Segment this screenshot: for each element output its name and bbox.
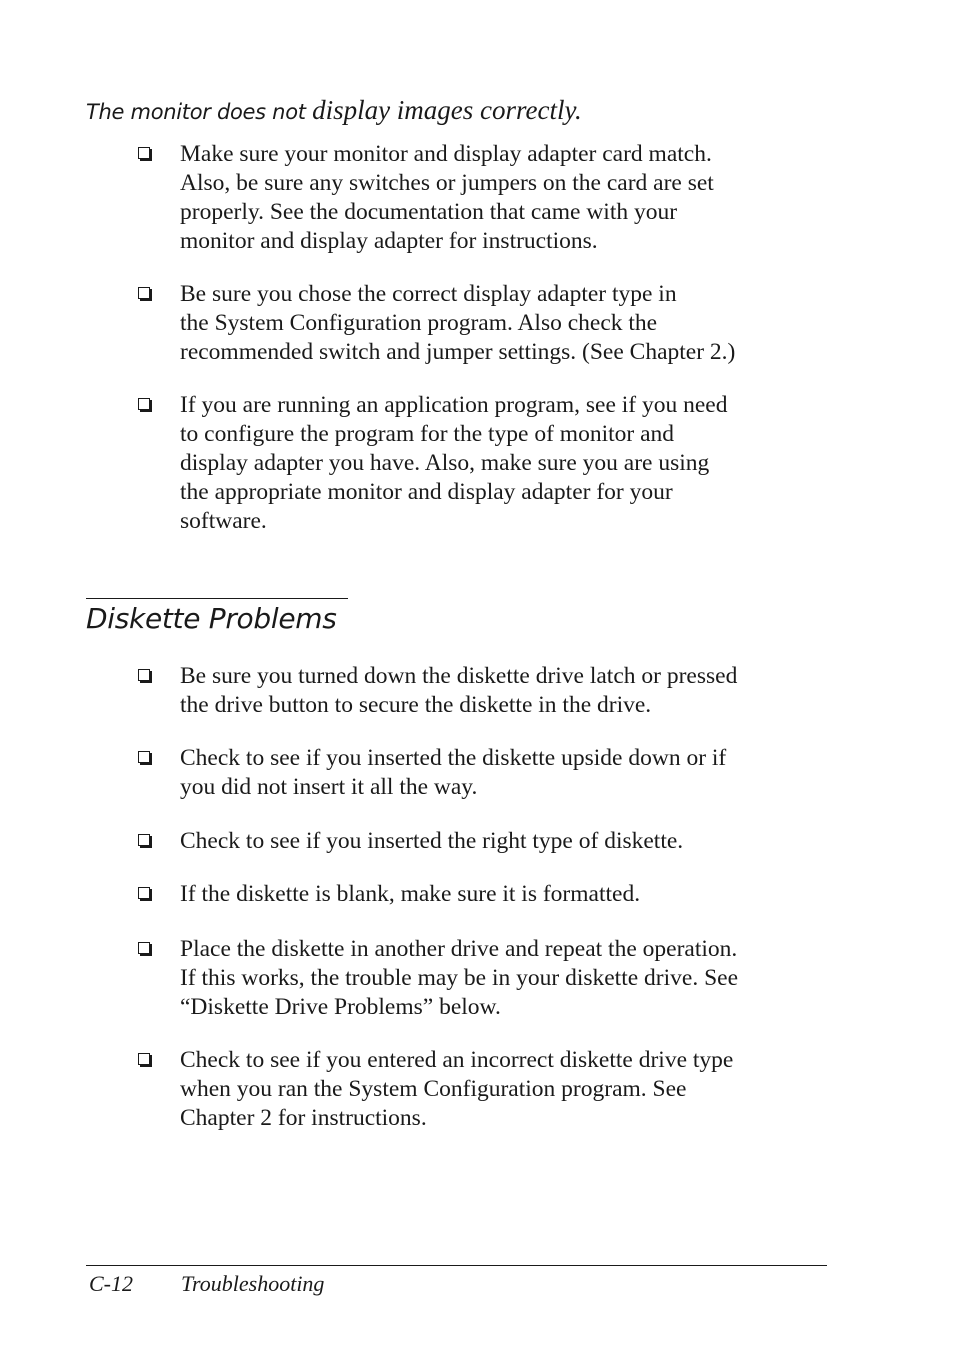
list-item-text: If you are running an application program, see if you need to configure the program for the type of monitor and display adapter you have. Also, make sure you are using the appropriate monitor and display adapter for your software. (180, 392, 728, 534)
monitor-subheading (86, 92, 582, 130)
list-item-text: Check to see if you entered an incorrect diskette drive type when you ran the System Configuration program. See Chapter 2 for instructions. (180, 1047, 734, 1131)
checkbox-bullet-icon (138, 887, 150, 899)
checkbox-bullet-icon (138, 942, 150, 954)
list-item-text: Make sure your monitor and display adapter card match. Also, be sure any switches or jumpers on the card are set properly. See the documentation that came with your monitor and display adapter for instructions. (180, 141, 714, 254)
list-item-text: Be sure you chose the correct display adapter type in the System Configuration program. Also check the recommended switch and jumper settings. (See Chapter 2.) (180, 281, 736, 365)
page-number: C-12 (89, 1271, 133, 1296)
checkbox-bullet-icon (138, 398, 150, 410)
section-rule (86, 598, 348, 599)
checkbox-bullet-icon (138, 147, 150, 159)
list-item-text: Check to see if you inserted the diskette upside down or if you did not insert it all the way. (180, 745, 727, 800)
chapter-title: Troubleshooting (181, 1271, 325, 1296)
list-item-text: If the diskette is blank, make sure it is formatted. (180, 881, 641, 907)
checkbox-bullet-icon (138, 669, 150, 681)
checkbox-bullet-icon (138, 287, 150, 299)
monitor-subheading-part2: display images correctly. (312, 95, 582, 125)
list-item-text: Be sure you turned down the diskette drive latch or pressed the drive button to secure the diskette in the drive. (180, 663, 738, 718)
checkbox-bullet-icon (138, 751, 150, 763)
checkbox-bullet-icon (138, 1053, 150, 1065)
monitor-subheading-part1: The monitor does not (86, 100, 313, 124)
list-item-text: Place the diskette in another drive and repeat the operation. If this works, the trouble may be in your diskette drive. See “Diskette Drive Problems” below. (180, 936, 738, 1020)
checkbox-bullet-icon (138, 834, 150, 846)
list-item-text: Check to see if you inserted the right type of diskette. (180, 828, 684, 854)
footer-rule (86, 1265, 827, 1266)
section-title: Diskette Problems (86, 602, 337, 635)
